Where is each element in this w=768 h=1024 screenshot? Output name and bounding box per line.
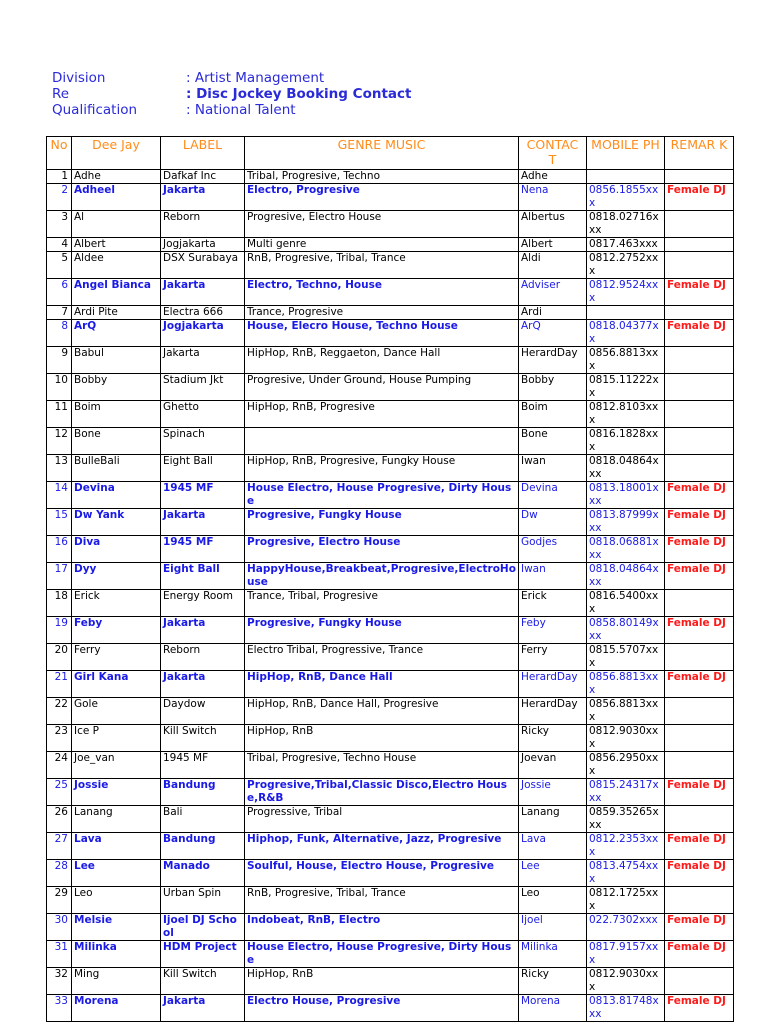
cell-remark (665, 725, 734, 752)
cell-dj: ArQ (72, 320, 161, 347)
cell-no: 3 (47, 211, 72, 238)
cell-dj: Bone (72, 428, 161, 455)
table-row (47, 252, 734, 279)
cell-contact: HerardDay (519, 671, 587, 698)
cell-genre: RnB, Progresive, Tribal, Trance (245, 887, 519, 914)
cell-label: Manado (161, 860, 245, 887)
column-header-genre-music: GENRE MUSIC (245, 137, 519, 170)
cell-contact: Morena (519, 995, 587, 1022)
cell-dj: Bobby (72, 374, 161, 401)
cell-contact: HerardDay (519, 347, 587, 374)
cell-genre: Progresive,Tribal,Classic Disco,Electro House,R&B (245, 779, 519, 806)
cell-phone: 0812.9524xxx (587, 279, 665, 306)
cell-genre: Progresive, Fungky House (245, 509, 519, 536)
cell-contact: Bone (519, 428, 587, 455)
table-row (47, 995, 734, 1022)
cell-no: 22 (47, 698, 72, 725)
cell-genre: House Electro, House Progresive, Dirty House (245, 941, 519, 968)
cell-remark: Female DJ (665, 509, 734, 536)
table-row (47, 306, 734, 320)
cell-contact: Joevan (519, 752, 587, 779)
table-header-row (47, 137, 734, 170)
cell-genre (245, 428, 519, 455)
cell-phone: 0816.5400xxx (587, 590, 665, 617)
cell-no: 24 (47, 752, 72, 779)
cell-remark: Female DJ (665, 279, 734, 306)
cell-label: Jakarta (161, 509, 245, 536)
cell-contact: Boim (519, 401, 587, 428)
cell-no: 25 (47, 779, 72, 806)
cell-remark: Female DJ (665, 536, 734, 563)
cell-label: 1945 MF (161, 536, 245, 563)
cell-contact: Iwan (519, 563, 587, 590)
re-value: : Disc Jockey Booking Contact (186, 86, 412, 102)
cell-no: 12 (47, 428, 72, 455)
cell-label: Jakarta (161, 617, 245, 644)
table-row (47, 941, 734, 968)
cell-no: 2 (47, 184, 72, 211)
cell-dj: Boim (72, 401, 161, 428)
dj-roster-table (46, 136, 734, 1022)
cell-contact: Lee (519, 860, 587, 887)
cell-no: 15 (47, 509, 72, 536)
cell-genre: Multi genre (245, 238, 519, 252)
cell-no: 13 (47, 455, 72, 482)
cell-genre: HappyHouse,Breakbeat,Progresive,ElectroHouse (245, 563, 519, 590)
cell-label: Jakarta (161, 184, 245, 211)
cell-genre: HipHop, RnB, Dance Hall (245, 671, 519, 698)
cell-no: 21 (47, 671, 72, 698)
cell-contact: Erick (519, 590, 587, 617)
table-row (47, 211, 734, 238)
cell-phone: 0817.463xxx (587, 238, 665, 252)
cell-dj: Ice P (72, 725, 161, 752)
column-header-remark: REMAR K (665, 137, 734, 170)
cell-genre: Tribal, Progresive, Techno House (245, 752, 519, 779)
cell-no: 28 (47, 860, 72, 887)
cell-label: Urban Spin (161, 887, 245, 914)
cell-label: Kill Switch (161, 725, 245, 752)
cell-no: 5 (47, 252, 72, 279)
cell-dj: Jossie (72, 779, 161, 806)
cell-no: 9 (47, 347, 72, 374)
cell-label: Eight Ball (161, 455, 245, 482)
cell-label: Jakarta (161, 347, 245, 374)
cell-genre: HipHop, RnB, Dance Hall, Progresive (245, 698, 519, 725)
cell-remark (665, 455, 734, 482)
re-label: Re (52, 86, 70, 102)
cell-phone: 0813.18001xxx (587, 482, 665, 509)
cell-no: 27 (47, 833, 72, 860)
table-row (47, 320, 734, 347)
table-row (47, 482, 734, 509)
cell-genre: Tribal, Progresive, Techno (245, 170, 519, 184)
cell-remark: Female DJ (665, 833, 734, 860)
cell-no: 32 (47, 968, 72, 995)
re-line (52, 86, 411, 102)
table-row (47, 401, 734, 428)
cell-label: 1945 MF (161, 482, 245, 509)
cell-genre: HipHop, RnB (245, 968, 519, 995)
cell-phone: 0859.35265xxx (587, 806, 665, 833)
cell-phone: 0818.06881xxx (587, 536, 665, 563)
cell-dj: Devina (72, 482, 161, 509)
cell-label: Stadium Jkt (161, 374, 245, 401)
cell-remark (665, 752, 734, 779)
qualification-line (52, 102, 411, 118)
cell-dj: Ming (72, 968, 161, 995)
cell-phone: 0856.8813xxx (587, 347, 665, 374)
table-row (47, 617, 734, 644)
cell-no: 10 (47, 374, 72, 401)
cell-remark: Female DJ (665, 617, 734, 644)
cell-remark (665, 374, 734, 401)
cell-no: 31 (47, 941, 72, 968)
cell-contact: Adviser (519, 279, 587, 306)
cell-no: 11 (47, 401, 72, 428)
table-row (47, 455, 734, 482)
cell-contact: Jossie (519, 779, 587, 806)
cell-no: 6 (47, 279, 72, 306)
table-row (47, 887, 734, 914)
cell-genre: Progresive, Electro House (245, 211, 519, 238)
cell-label: Dafkaf Inc (161, 170, 245, 184)
cell-remark (665, 644, 734, 671)
cell-contact: Albertus (519, 211, 587, 238)
cell-remark (665, 806, 734, 833)
table-row (47, 279, 734, 306)
cell-phone: 0817.9157xxx (587, 941, 665, 968)
table-row (47, 184, 734, 211)
cell-label: 1945 MF (161, 752, 245, 779)
column-header-contact: CONTAC T (519, 137, 587, 170)
table-row (47, 968, 734, 995)
cell-dj: Erick (72, 590, 161, 617)
cell-phone: 0856.8813xxx (587, 698, 665, 725)
cell-no: 8 (47, 320, 72, 347)
cell-label: Bandung (161, 833, 245, 860)
cell-remark (665, 211, 734, 238)
column-header-label: LABEL (161, 137, 245, 170)
cell-remark (665, 590, 734, 617)
cell-phone: 0856.1855xxx (587, 184, 665, 211)
table-row (47, 563, 734, 590)
cell-dj: Leo (72, 887, 161, 914)
cell-phone (587, 306, 665, 320)
cell-genre: Indobeat, RnB, Electro (245, 914, 519, 941)
cell-phone: 0812.2752xxx (587, 252, 665, 279)
cell-genre: House, Elecro House, Techno House (245, 320, 519, 347)
table-row (47, 509, 734, 536)
cell-remark (665, 170, 734, 184)
cell-dj: Angel Bianca (72, 279, 161, 306)
table-row (47, 374, 734, 401)
cell-phone: 0812.9030xxx (587, 725, 665, 752)
cell-phone: 0812.9030xxx (587, 968, 665, 995)
cell-remark (665, 238, 734, 252)
cell-genre: Hiphop, Funk, Alternative, Jazz, Progresive (245, 833, 519, 860)
cell-genre: Trance, Tribal, Progresive (245, 590, 519, 617)
cell-genre: HipHop, RnB, Progresive, Fungky House (245, 455, 519, 482)
cell-genre: Progresive, Fungky House (245, 617, 519, 644)
table-row (47, 806, 734, 833)
cell-label: Bali (161, 806, 245, 833)
cell-label: Jogjakarta (161, 320, 245, 347)
cell-dj: BulleBali (72, 455, 161, 482)
cell-no: 23 (47, 725, 72, 752)
cell-dj: Melsie (72, 914, 161, 941)
table-row (47, 833, 734, 860)
table-row (47, 644, 734, 671)
cell-dj: Adhe (72, 170, 161, 184)
table-row (47, 779, 734, 806)
cell-label: Bandung (161, 779, 245, 806)
cell-dj: Adheel (72, 184, 161, 211)
table-row (47, 698, 734, 725)
cell-phone: 0856.8813xxx (587, 671, 665, 698)
cell-no: 16 (47, 536, 72, 563)
cell-genre: Progresive, Under Ground, House Pumping (245, 374, 519, 401)
cell-label: DSX Surabaya (161, 252, 245, 279)
cell-no: 14 (47, 482, 72, 509)
cell-dj: Lee (72, 860, 161, 887)
cell-remark (665, 306, 734, 320)
cell-no: 30 (47, 914, 72, 941)
table-row (47, 536, 734, 563)
cell-genre: Electro, Progresive (245, 184, 519, 211)
cell-dj: Feby (72, 617, 161, 644)
cell-genre: Progressive, Tribal (245, 806, 519, 833)
cell-label: Reborn (161, 211, 245, 238)
cell-label: HDM Project (161, 941, 245, 968)
cell-remark: Female DJ (665, 914, 734, 941)
cell-remark: Female DJ (665, 995, 734, 1022)
cell-contact: Nena (519, 184, 587, 211)
cell-no: 1 (47, 170, 72, 184)
cell-genre: Electro House, Progresive (245, 995, 519, 1022)
cell-remark: Female DJ (665, 779, 734, 806)
cell-label: Energy Room (161, 590, 245, 617)
cell-contact: Iwan (519, 455, 587, 482)
document-header (52, 70, 411, 118)
cell-contact: Ricky (519, 725, 587, 752)
cell-contact: Devina (519, 482, 587, 509)
cell-remark (665, 401, 734, 428)
cell-genre: HipHop, RnB, Reggaeton, Dance Hall (245, 347, 519, 374)
cell-contact: Milinka (519, 941, 587, 968)
table-row (47, 590, 734, 617)
cell-dj: Ardi Pite (72, 306, 161, 320)
column-header-mobile-ph: MOBILE PH (587, 137, 665, 170)
cell-no: 4 (47, 238, 72, 252)
cell-genre: House Electro, House Progresive, Dirty House (245, 482, 519, 509)
cell-no: 18 (47, 590, 72, 617)
cell-phone: 0818.04377xx (587, 320, 665, 347)
cell-dj: Dw Yank (72, 509, 161, 536)
cell-phone: 0813.87999xxx (587, 509, 665, 536)
cell-contact: Albert (519, 238, 587, 252)
table-row (47, 428, 734, 455)
cell-remark: Female DJ (665, 482, 734, 509)
table-row (47, 725, 734, 752)
cell-no: 29 (47, 887, 72, 914)
cell-genre: Electro, Techno, House (245, 279, 519, 306)
qualification-value: : National Talent (186, 102, 296, 118)
cell-contact: ArQ (519, 320, 587, 347)
cell-no: 20 (47, 644, 72, 671)
cell-remark: Female DJ (665, 184, 734, 211)
column-header-dee-jay: Dee Jay (72, 137, 161, 170)
division-label: Division (52, 70, 106, 86)
cell-remark (665, 698, 734, 725)
cell-genre: Electro Tribal, Progressive, Trance (245, 644, 519, 671)
cell-contact: Feby (519, 617, 587, 644)
cell-no: 19 (47, 617, 72, 644)
cell-label: Ijoel DJ School (161, 914, 245, 941)
table-row (47, 860, 734, 887)
cell-label: Ghetto (161, 401, 245, 428)
division-value: : Artist Management (186, 70, 325, 86)
cell-dj: Lanang (72, 806, 161, 833)
cell-phone (587, 170, 665, 184)
cell-phone: 0815.11222xx (587, 374, 665, 401)
cell-phone: 022.7302xxx (587, 914, 665, 941)
cell-genre: HipHop, RnB (245, 725, 519, 752)
cell-genre: Soulful, House, Electro House, Progresive (245, 860, 519, 887)
cell-remark: Female DJ (665, 941, 734, 968)
cell-dj: Dyy (72, 563, 161, 590)
cell-contact: Ricky (519, 968, 587, 995)
cell-genre: RnB, Progresive, Tribal, Trance (245, 252, 519, 279)
cell-dj: Morena (72, 995, 161, 1022)
cell-label: Jakarta (161, 279, 245, 306)
division-line (52, 70, 411, 86)
cell-no: 17 (47, 563, 72, 590)
table-row (47, 347, 734, 374)
cell-phone: 0818.04864xxx (587, 563, 665, 590)
cell-dj: Diva (72, 536, 161, 563)
table-body (47, 170, 734, 1022)
cell-label: Electra 666 (161, 306, 245, 320)
cell-dj: Albert (72, 238, 161, 252)
cell-remark: Female DJ (665, 563, 734, 590)
cell-dj: Gole (72, 698, 161, 725)
cell-contact: Lanang (519, 806, 587, 833)
table-row (47, 170, 734, 184)
cell-genre: Trance, Progresive (245, 306, 519, 320)
cell-contact: Leo (519, 887, 587, 914)
cell-phone: 0813.4754xxx (587, 860, 665, 887)
cell-no: 7 (47, 306, 72, 320)
cell-dj: Girl Kana (72, 671, 161, 698)
cell-dj: Al (72, 211, 161, 238)
cell-dj: Ferry (72, 644, 161, 671)
table-row (47, 671, 734, 698)
cell-remark (665, 252, 734, 279)
cell-phone: 0812.2353xxx (587, 833, 665, 860)
cell-phone: 0812.8103xxx (587, 401, 665, 428)
cell-remark: Female DJ (665, 860, 734, 887)
cell-contact: Ardi (519, 306, 587, 320)
cell-dj: Lava (72, 833, 161, 860)
cell-label: Daydow (161, 698, 245, 725)
cell-remark (665, 887, 734, 914)
cell-contact: Ferry (519, 644, 587, 671)
cell-label: Jogjakarta (161, 238, 245, 252)
cell-dj: Aldee (72, 252, 161, 279)
cell-phone: 0812.1725xxx (587, 887, 665, 914)
cell-no: 26 (47, 806, 72, 833)
cell-phone: 0818.02716xxx (587, 211, 665, 238)
cell-phone: 0816.1828xxx (587, 428, 665, 455)
table-row (47, 752, 734, 779)
cell-phone: 0818.04864xxx (587, 455, 665, 482)
cell-genre: Progresive, Electro House (245, 536, 519, 563)
cell-label: Reborn (161, 644, 245, 671)
cell-remark (665, 347, 734, 374)
cell-remark: Female DJ (665, 671, 734, 698)
cell-phone: 0815.5707xxx (587, 644, 665, 671)
cell-phone: 0815.24317xxx (587, 779, 665, 806)
cell-phone: 0858.80149xxx (587, 617, 665, 644)
cell-label: Jakarta (161, 671, 245, 698)
cell-phone: 0813.81748xxx (587, 995, 665, 1022)
cell-contact: Bobby (519, 374, 587, 401)
cell-remark: Female DJ (665, 320, 734, 347)
cell-label: Spinach (161, 428, 245, 455)
cell-no: 33 (47, 995, 72, 1022)
cell-genre: HipHop, RnB, Progresive (245, 401, 519, 428)
cell-contact: Dw (519, 509, 587, 536)
cell-contact: HerardDay (519, 698, 587, 725)
cell-contact: Aldi (519, 252, 587, 279)
cell-contact: Ijoel (519, 914, 587, 941)
cell-remark (665, 428, 734, 455)
qualification-label: Qualification (52, 102, 138, 118)
table-row (47, 914, 734, 941)
cell-remark (665, 968, 734, 995)
cell-label: Eight Ball (161, 563, 245, 590)
cell-label: Jakarta (161, 995, 245, 1022)
table-row (47, 238, 734, 252)
cell-dj: Babul (72, 347, 161, 374)
column-header-no: No (47, 137, 72, 170)
cell-label: Kill Switch (161, 968, 245, 995)
cell-dj: Milinka (72, 941, 161, 968)
cell-contact: Adhe (519, 170, 587, 184)
cell-contact: Lava (519, 833, 587, 860)
cell-contact: Godjes (519, 536, 587, 563)
cell-phone: 0856.2950xxx (587, 752, 665, 779)
cell-dj: Joe_van (72, 752, 161, 779)
